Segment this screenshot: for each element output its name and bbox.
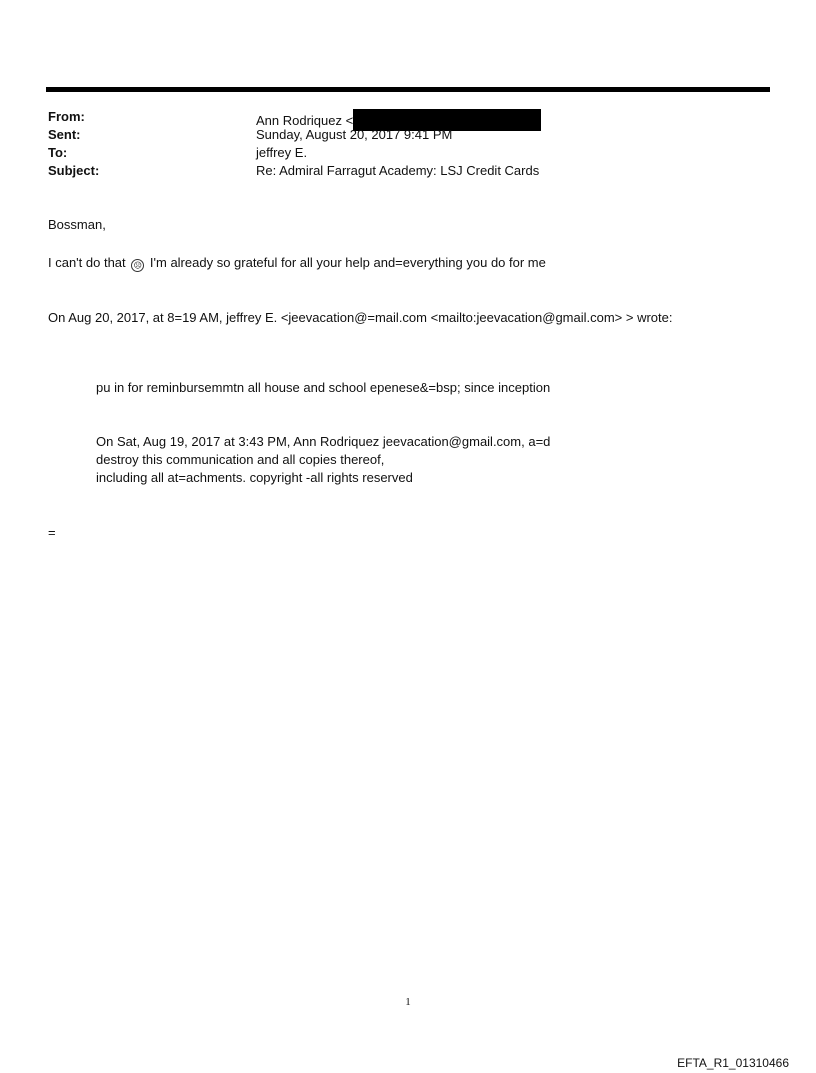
subject-value: Re: Admiral Farragut Academy: LSJ Credit Cards: [256, 163, 540, 178]
body-line-start: I can't do that: [48, 255, 126, 270]
nested-quote-line: On Sat, Aug 19, 2017 at 3:43 PM, Ann Rodriquez jeevacation@gmail.com, a=d: [96, 434, 551, 449]
header-divider: [46, 87, 770, 92]
to-value: jeffrey E.: [256, 145, 308, 160]
quote-intro: On Aug 20, 2017, at 8=19 AM, jeffrey E. <jeevacation@=mail.com <mailto:jeevacation@gmail.com> > wrote:: [48, 310, 673, 325]
nested-quote-line: including all at=achments. copyright -all rights reserved: [96, 470, 413, 485]
sent-value: Sunday, August 20, 2017 9:41 PM: [256, 127, 453, 142]
to-label: To:: [48, 145, 68, 160]
nested-quote-line: destroy this communication and all copies thereof,: [96, 452, 385, 467]
document-id: EFTA_R1_01310466: [677, 1056, 789, 1070]
from-label: From:: [48, 109, 85, 124]
sent-label: Sent:: [48, 127, 81, 142]
from-name: Ann Rodriquez <: [256, 113, 354, 128]
quoted-line: pu in for reminbursemmtn all house and school epenese&=bsp; since inception: [96, 380, 551, 395]
sad-face-icon: ☹: [131, 259, 144, 272]
greeting: Bossman,: [48, 217, 106, 232]
body-line-end: I'm already so grateful for all your help and=everything you do for me: [149, 255, 546, 270]
body-line: [48, 255, 546, 272]
trailing-char: =: [48, 525, 56, 540]
subject-label: Subject:: [48, 163, 100, 178]
page-number: 1: [405, 996, 411, 1008]
